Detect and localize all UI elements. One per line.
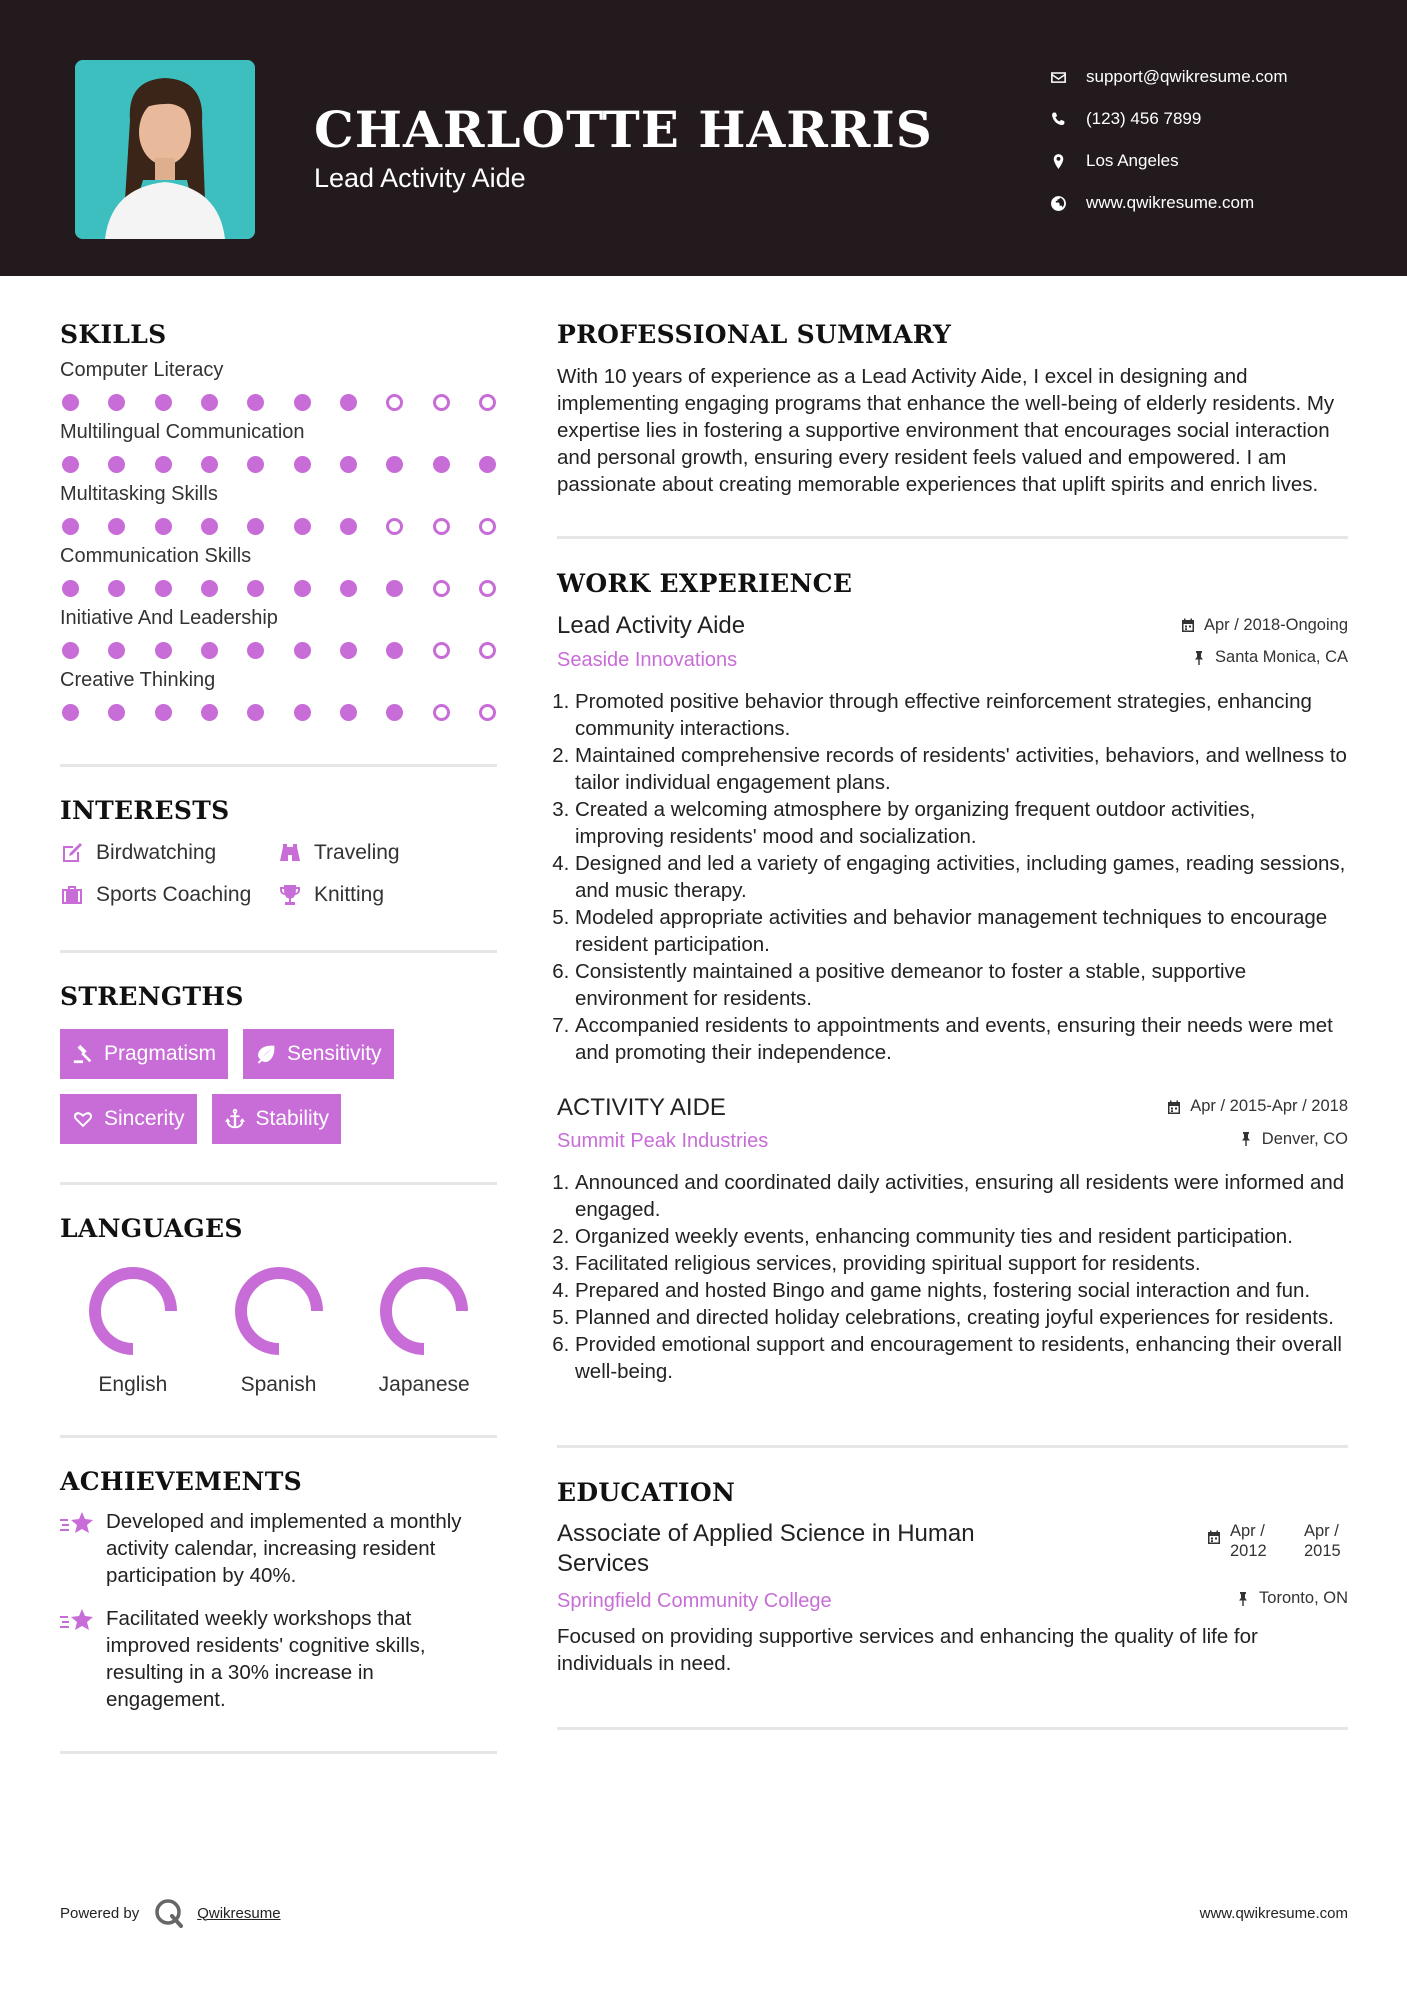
- rating-dot-filled: [62, 642, 79, 659]
- interests-title: INTERESTS: [60, 796, 230, 825]
- company-name: Seaside Innovations: [557, 648, 738, 671]
- shooting-star-icon: [60, 1510, 94, 1540]
- binoculars-icon: [278, 841, 302, 865]
- language-item: [351, 1263, 497, 1397]
- achievement-text: Facilitated weekly workshops that improved residents' cognitive skills, resulting in a 30% increase in engagement.: [106, 1607, 426, 1711]
- rating-dot-filled: [294, 456, 311, 473]
- trophy-icon: [278, 883, 302, 907]
- rating-dot-filled: [155, 394, 172, 411]
- school-name: Springfield Community College: [557, 1589, 832, 1612]
- language-gauge: [376, 1263, 472, 1359]
- job-location: [1238, 1130, 1348, 1149]
- calendar-icon: [1166, 1099, 1182, 1115]
- language-item: [60, 1263, 206, 1397]
- education-location: [1235, 1589, 1348, 1608]
- skill-name: Initiative And Leadership: [60, 607, 278, 629]
- skill-item: [60, 483, 497, 535]
- section-divider: [60, 1751, 497, 1754]
- rating-dot-empty: [433, 394, 450, 411]
- pushpin-icon: [1191, 650, 1207, 666]
- job-entry: [557, 1094, 1348, 1386]
- skill-name: Creative Thinking: [60, 669, 216, 691]
- rating-dot-filled: [433, 456, 450, 473]
- rating-dot-filled: [201, 394, 218, 411]
- briefcase-icon: [60, 883, 84, 907]
- rating-dot-filled: [201, 580, 218, 597]
- language-gauge: [85, 1263, 181, 1359]
- rating-dot-filled: [294, 580, 311, 597]
- rating-dot-empty: [433, 580, 450, 597]
- job-title: Lead Activity Aide: [557, 612, 746, 639]
- pushpin-icon: [1238, 1131, 1254, 1147]
- section-divider: [557, 1727, 1348, 1730]
- gavel-icon: [72, 1043, 94, 1065]
- rating-dot-filled: [340, 642, 357, 659]
- strengths-list: [60, 1029, 497, 1144]
- rating-dot-filled: [386, 580, 403, 597]
- job-date-text: Apr / 2018-Ongoing: [1203, 615, 1348, 634]
- interest-item: [278, 883, 496, 907]
- achievements-title: ACHIEVEMENTS: [60, 1467, 302, 1496]
- rating-dot-filled: [294, 518, 311, 535]
- contact-list: [1050, 56, 1370, 224]
- rating-dot-filled: [201, 518, 218, 535]
- section-divider: [60, 950, 497, 953]
- education-start-month: Apr /: [1230, 1522, 1265, 1540]
- rating-dot-filled: [340, 394, 357, 411]
- section-divider: [557, 1445, 1348, 1448]
- rating-dot-filled: [62, 704, 79, 721]
- contact-phone[interactable]: [1050, 98, 1370, 140]
- skill-item: [60, 545, 497, 597]
- pushpin-icon: [1235, 1591, 1251, 1607]
- skill-item: [60, 669, 497, 721]
- interest-label: Birdwatching: [96, 841, 217, 864]
- skill-rating: [60, 642, 496, 659]
- rating-dot-filled: [155, 456, 172, 473]
- rating-dot-filled: [340, 580, 357, 597]
- strength-badge: [243, 1029, 394, 1079]
- skill-item: [60, 607, 497, 659]
- languages-title: LANGUAGES: [60, 1214, 243, 1243]
- strengths-title: STRENGTHS: [60, 982, 244, 1011]
- rating-dot-empty: [479, 580, 496, 597]
- skill-name: Multitasking Skills: [60, 483, 218, 505]
- job-title: ACTIVITY AIDE: [557, 1093, 726, 1121]
- duty-item: 3. Created a welcoming atmosphere by organizing frequent outdoor activities, improving residents' mood and socialization.: [575, 796, 1348, 850]
- footer-url[interactable]: www.qwikresume.com: [1199, 1905, 1348, 1922]
- skill-item: [60, 421, 497, 473]
- rating-dot-filled: [108, 580, 125, 597]
- summary-text: With 10 years of experience as a Lead Activity Aide, I excel in designing and implementing engaging programs that enhance the well-being of elderly residents. My expertise lies in fostering a supportive environment that encourages social interaction and personal growth, ensuring every resident feels valued and empowered. I am passionate about creating memorable experiences that uplift spirits and enrich lives.: [557, 365, 1335, 496]
- contact-email[interactable]: [1050, 56, 1370, 98]
- duty-item: 2. Maintained comprehensive records of residents' activities, behaviors, and wellness to tailor individual engagement plans.: [575, 742, 1348, 796]
- rating-dot-filled: [201, 704, 218, 721]
- rating-dot-filled: [340, 456, 357, 473]
- job-date: [1166, 1097, 1348, 1116]
- skill-rating: [60, 456, 496, 473]
- skill-rating: [60, 704, 496, 721]
- rating-dot-empty: [433, 518, 450, 535]
- achievement-item: [60, 1508, 497, 1589]
- calendar-icon: [1180, 617, 1196, 633]
- strength-badge: [60, 1094, 197, 1144]
- rating-dot-filled: [386, 456, 403, 473]
- rating-dot-filled: [386, 642, 403, 659]
- strength-label: Sensitivity: [287, 1042, 382, 1065]
- edit-icon: [60, 841, 84, 865]
- rating-dot-empty: [479, 642, 496, 659]
- language-name: Japanese: [378, 1373, 470, 1396]
- rating-dot-empty: [479, 704, 496, 721]
- rating-dot-filled: [62, 518, 79, 535]
- contact-email-text: support@qwikresume.com: [1086, 67, 1288, 86]
- interest-item: [278, 841, 496, 865]
- profile-photo: [75, 60, 255, 239]
- rating-dot-filled: [247, 580, 264, 597]
- rating-dot-filled: [340, 704, 357, 721]
- rating-dot-empty: [433, 642, 450, 659]
- interests-list: [60, 841, 497, 907]
- language-level-arc: [241, 1273, 317, 1349]
- avatar: [75, 60, 255, 239]
- powered-by-label: Powered by: [60, 1904, 140, 1922]
- duties-list: [557, 688, 1348, 1066]
- language-name: Spanish: [240, 1373, 317, 1396]
- strength-badge: [212, 1094, 342, 1144]
- rating-dot-empty: [386, 518, 403, 535]
- skill-name: Computer Literacy: [60, 359, 224, 381]
- contact-website[interactable]: [1050, 182, 1370, 224]
- job-entry: [557, 612, 1348, 1066]
- job-date-text: Apr / 2015-Apr / 2018: [1190, 1097, 1348, 1115]
- contact-website-text: www.qwikresume.com: [1086, 193, 1255, 212]
- rating-dot-filled: [108, 394, 125, 411]
- contact-location-text: Los Angeles: [1086, 151, 1179, 170]
- interest-label: Sports Coaching: [96, 883, 252, 906]
- languages-list: [60, 1263, 497, 1397]
- candidate-role: Lead Activity Aide: [314, 163, 526, 193]
- phone-icon: [1050, 111, 1067, 128]
- rating-dot-filled: [108, 704, 125, 721]
- rating-dot-filled: [247, 642, 264, 659]
- language-level-arc: [95, 1273, 171, 1349]
- skill-rating: [60, 580, 496, 597]
- duty-item: 4. Designed and led a variety of engaging activities, including games, reading sessions, and music therapy.: [575, 850, 1348, 904]
- achievement-text: Developed and implemented a monthly activity calendar, increasing resident participation by 40%.: [106, 1510, 462, 1587]
- section-divider: [60, 1435, 497, 1438]
- interest-item: [60, 841, 278, 865]
- language-item: [206, 1263, 352, 1397]
- qwikresume-link[interactable]: Qwikresume: [197, 1904, 281, 1922]
- rating-dot-filled: [479, 456, 496, 473]
- rating-dot-empty: [479, 518, 496, 535]
- duty-item: 4. Prepared and hosted Bingo and game nights, fostering social interaction and fun.: [575, 1277, 1348, 1304]
- section-divider: [557, 536, 1348, 539]
- strength-label: Sincerity: [104, 1107, 185, 1130]
- skill-name: Multilingual Communication: [60, 421, 305, 443]
- strength-label: Pragmatism: [104, 1042, 217, 1065]
- rating-dot-filled: [155, 642, 172, 659]
- rating-dot-filled: [247, 704, 264, 721]
- rating-dot-filled: [62, 456, 79, 473]
- rating-dot-filled: [247, 394, 264, 411]
- job-location: [1191, 648, 1348, 667]
- rating-dot-filled: [155, 704, 172, 721]
- job-location-text: Denver, CO: [1261, 1129, 1348, 1148]
- education-text: Focused on providing supportive services and enhancing the quality of life for individuals in need.: [557, 1624, 1258, 1675]
- rating-dot-filled: [62, 580, 79, 597]
- experience-title: WORK EXPERIENCE: [557, 569, 853, 598]
- language-gauge: [231, 1263, 327, 1359]
- skill-item: [60, 359, 497, 411]
- section-divider: [60, 764, 497, 767]
- contact-location: [1050, 140, 1370, 182]
- rating-dot-empty: [479, 394, 496, 411]
- rating-dot-filled: [247, 456, 264, 473]
- envelope-icon: [1050, 69, 1067, 86]
- rating-dot-empty: [386, 394, 403, 411]
- left-column: [60, 320, 497, 1754]
- achievement-item: [60, 1605, 497, 1713]
- strength-badge: [60, 1029, 228, 1079]
- section-divider: [60, 1182, 497, 1185]
- language-level-arc: [386, 1273, 462, 1349]
- job-location-text: Santa Monica, CA: [1215, 648, 1348, 666]
- education-end-month: Apr /: [1304, 1522, 1339, 1540]
- skill-rating: [60, 394, 496, 411]
- candidate-name: CHARLOTTE HARRIS: [314, 100, 933, 159]
- duty-item: 6. Provided emotional support and encouragement to residents, enhancing their overall well-being.: [575, 1331, 1348, 1385]
- rating-dot-filled: [201, 456, 218, 473]
- duty-item: 5. Planned and directed holiday celebrations, creating joyful experiences for residents.: [575, 1304, 1348, 1331]
- rating-dot-filled: [294, 394, 311, 411]
- education-start-year: 2012: [1230, 1542, 1267, 1560]
- rating-dot-filled: [108, 456, 125, 473]
- skill-rating: [60, 518, 496, 535]
- leaf-icon: [255, 1043, 277, 1065]
- rating-dot-filled: [294, 704, 311, 721]
- rating-dot-filled: [294, 642, 311, 659]
- education-location-text: Toronto, ON: [1259, 1589, 1348, 1607]
- duty-item: 1. Promoted positive behavior through effective reinforcement strategies, enhancing community interactions.: [575, 688, 1348, 742]
- qwikresume-logo-icon: [153, 1897, 185, 1929]
- skills-title: SKILLS: [60, 320, 167, 349]
- rating-dot-filled: [340, 518, 357, 535]
- shooting-star-icon: [60, 1607, 94, 1637]
- right-column: [557, 320, 1348, 1730]
- duty-item: 3. Facilitated religious services, providing spiritual support for residents.: [575, 1250, 1348, 1277]
- heart-icon: [72, 1108, 94, 1130]
- strength-label: Stability: [255, 1107, 330, 1130]
- skills-list: [60, 359, 497, 721]
- rating-dot-filled: [108, 518, 125, 535]
- rating-dot-empty: [433, 704, 450, 721]
- header: [0, 0, 1407, 276]
- duty-item: 7. Accompanied residents to appointments and events, ensuring their needs were met and promoting their independence.: [575, 1012, 1348, 1066]
- interest-label: Knitting: [314, 883, 385, 906]
- language-name: English: [98, 1373, 168, 1396]
- rating-dot-filled: [386, 704, 403, 721]
- interest-item: [60, 883, 278, 907]
- calendar-icon: [1206, 1529, 1222, 1545]
- degree-title: Associate of Applied Science in Human Services: [557, 1520, 975, 1577]
- duty-item: 1. Announced and coordinated daily activities, ensuring all residents were informed and engaged.: [575, 1169, 1348, 1223]
- duty-item: 6. Consistently maintained a positive demeanor to foster a stable, supportive environment for residents.: [575, 958, 1348, 1012]
- contact-phone-text: (123) 456 7899: [1086, 109, 1202, 128]
- skill-name: Communication Skills: [60, 545, 252, 567]
- company-name: Summit Peak Industries: [557, 1130, 769, 1152]
- map-pin-icon: [1050, 153, 1067, 170]
- rating-dot-filled: [201, 642, 218, 659]
- rating-dot-filled: [155, 580, 172, 597]
- job-date: [1180, 616, 1348, 635]
- summary-title: PROFESSIONAL SUMMARY: [557, 320, 952, 349]
- education-title: EDUCATION: [557, 1478, 736, 1507]
- education-entry: [557, 1519, 1348, 1677]
- rating-dot-filled: [108, 642, 125, 659]
- education-end-year: 2015: [1304, 1542, 1341, 1560]
- rating-dot-filled: [62, 394, 79, 411]
- duty-item: 5. Modeled appropriate activities and behavior management techniques to encourage resident participation.: [575, 904, 1348, 958]
- rating-dot-filled: [155, 518, 172, 535]
- rating-dot-filled: [247, 518, 264, 535]
- anchor-icon: [224, 1108, 246, 1130]
- footer-powered-by: [60, 1897, 281, 1929]
- duties-list: [557, 1169, 1348, 1385]
- education-dates: [1206, 1521, 1348, 1561]
- interest-label: Traveling: [314, 841, 400, 864]
- duty-item: 2. Organized weekly events, enhancing community ties and resident participation.: [575, 1223, 1348, 1250]
- globe-icon: [1050, 195, 1067, 212]
